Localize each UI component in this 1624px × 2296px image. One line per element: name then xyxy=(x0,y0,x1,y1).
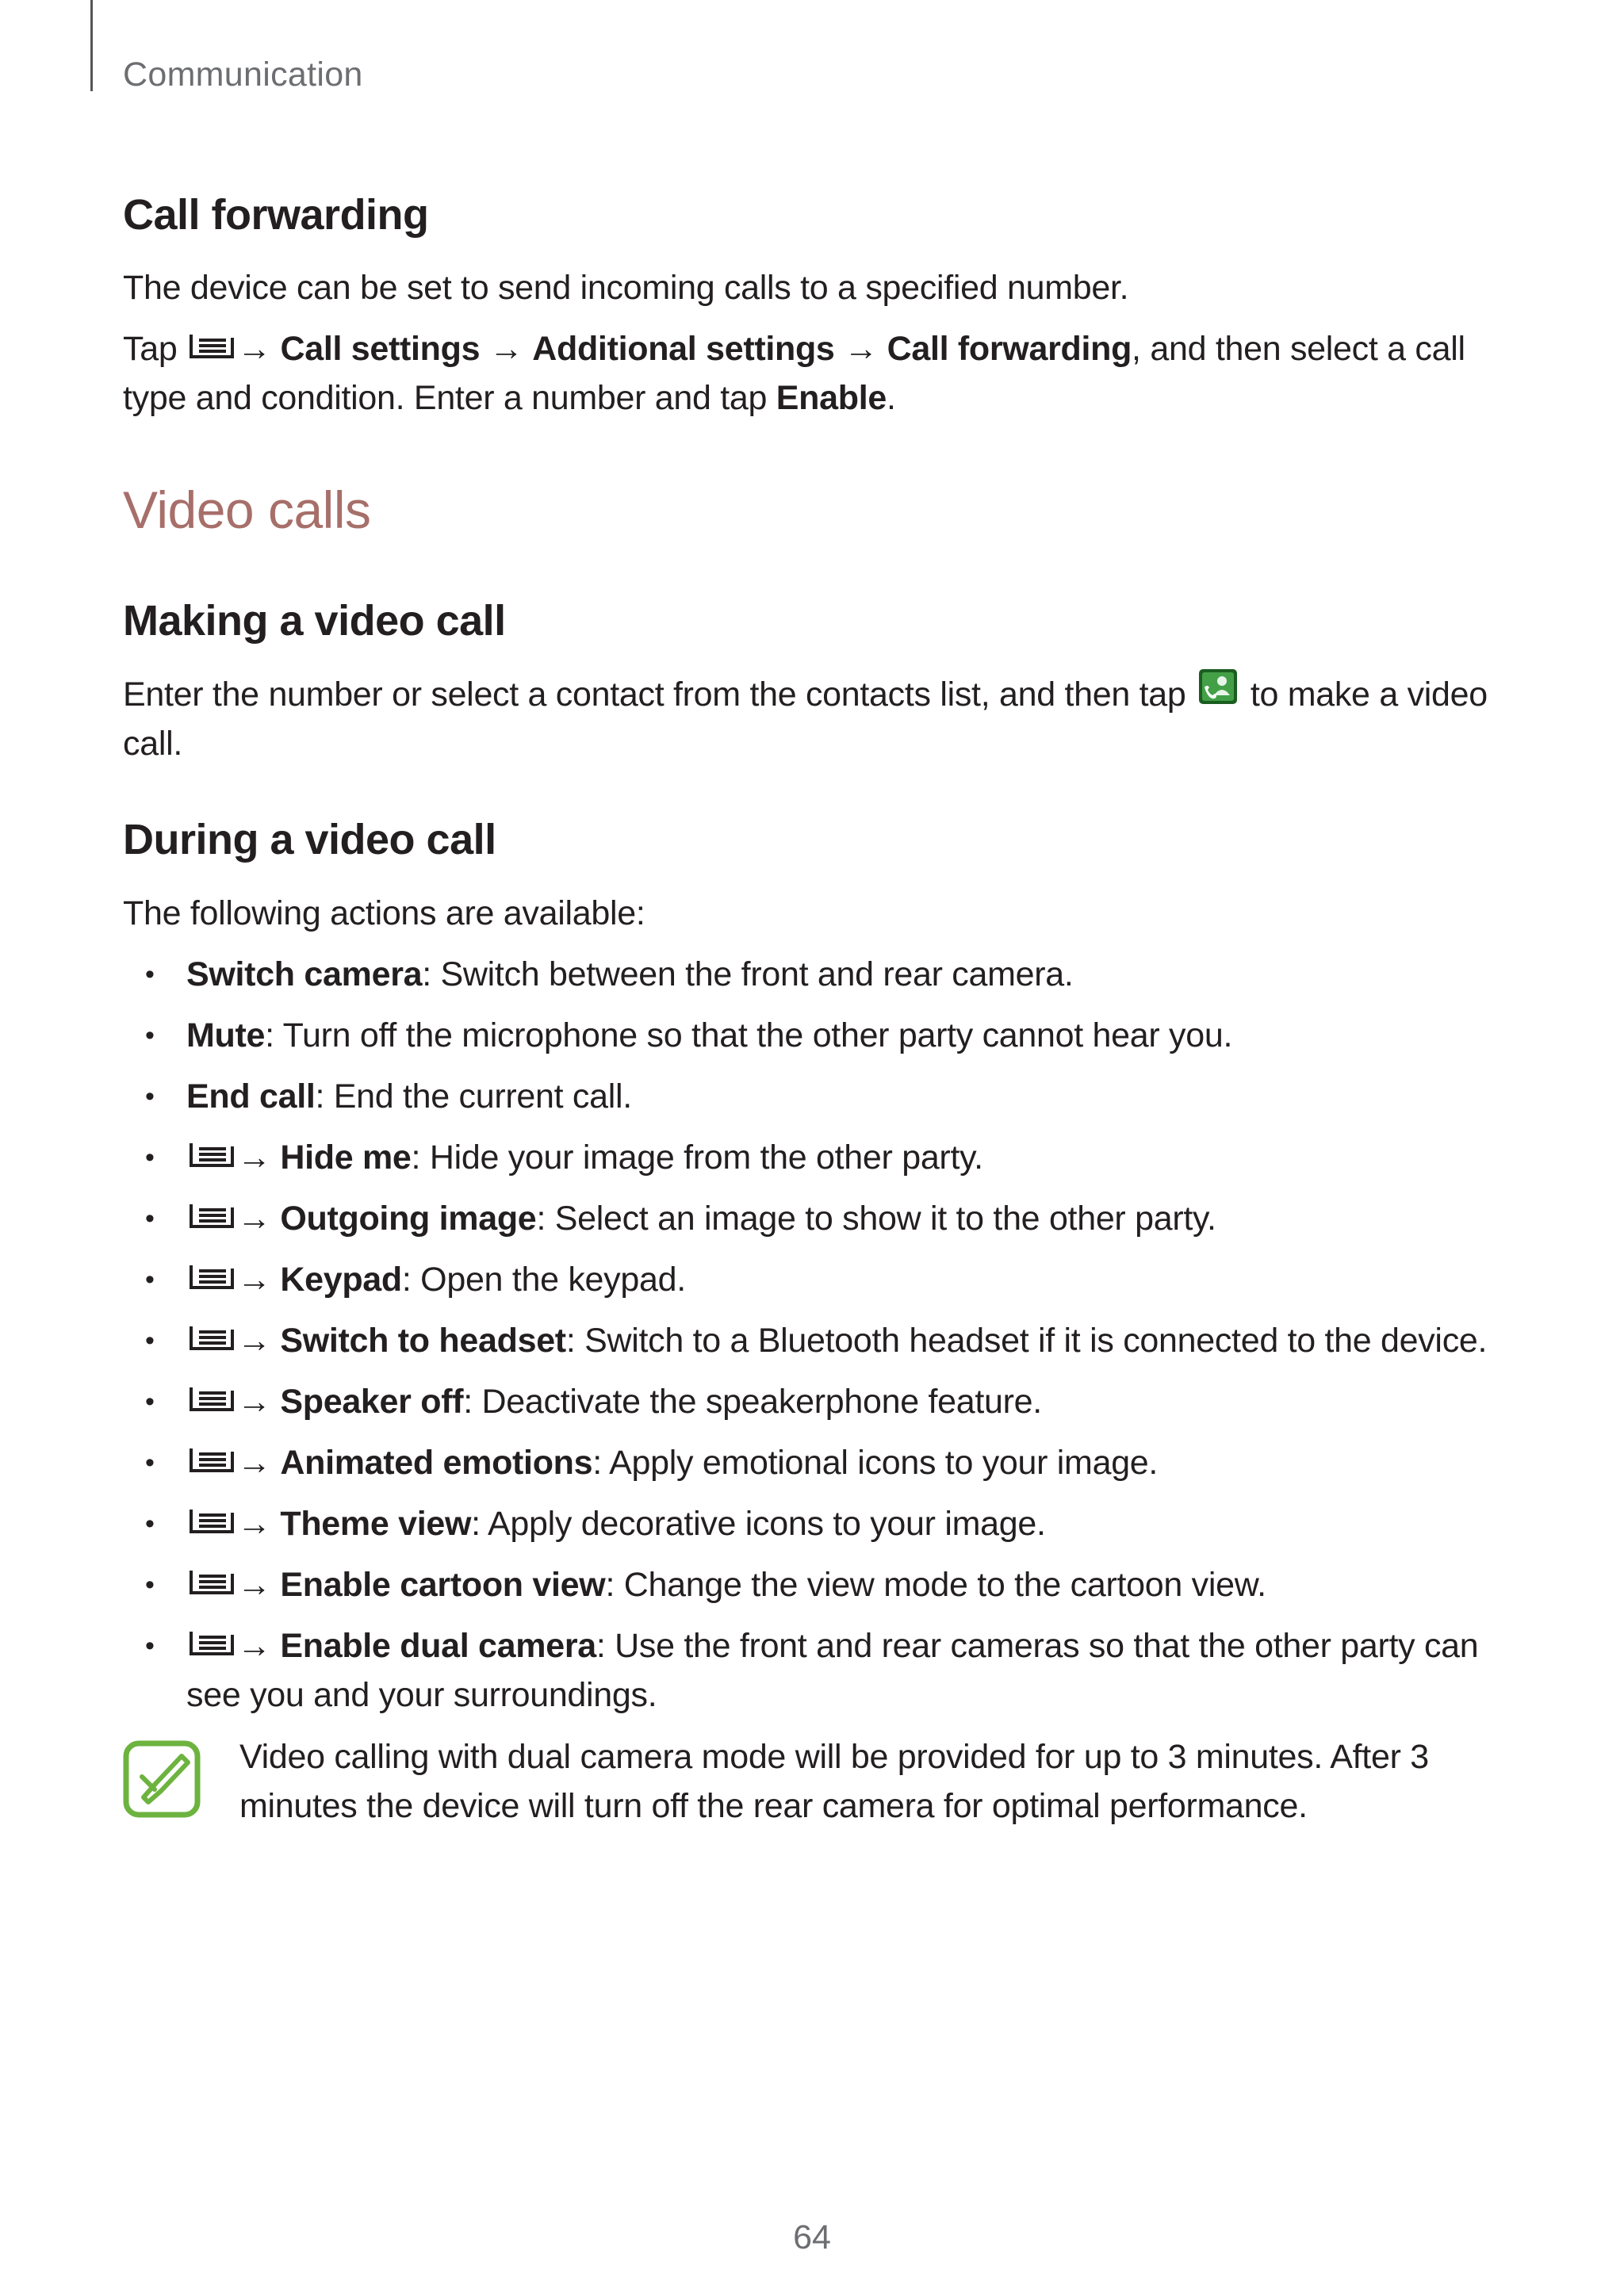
during-video-call-body xyxy=(123,889,1503,1732)
call-forwarding-body xyxy=(123,263,1503,423)
bullet: • xyxy=(145,1326,155,1356)
action-description: : Change the view mode to the cartoon view. xyxy=(605,1566,1266,1604)
action-description: : Open the keypad. xyxy=(401,1261,686,1299)
instruction-tail: , and then select a call type and condition. Enter a number and tap xyxy=(123,330,1465,417)
action-description: : Turn off the microphone so that the other party cannot hear you. xyxy=(265,1016,1233,1054)
making-video-call-section xyxy=(123,596,1503,645)
bullet: • xyxy=(145,1081,155,1112)
action-term: Hide me xyxy=(280,1138,412,1177)
action-item xyxy=(123,1133,1503,1182)
action-term: Animated emotions xyxy=(280,1444,593,1482)
menu-key-icon xyxy=(188,1316,236,1365)
action-description: : Apply decorative icons to your image. xyxy=(471,1505,1046,1543)
arrow: → xyxy=(844,330,878,368)
bullet: • xyxy=(145,1387,155,1417)
action-term: Keypad xyxy=(280,1261,402,1299)
action-item xyxy=(123,1316,1503,1365)
action-description: : Deactivate the speakerphone feature. xyxy=(463,1383,1042,1421)
making-video-call-title: Making a video call xyxy=(123,597,506,645)
making-video-call-text xyxy=(123,670,1503,768)
action-description: : Use the front and rear cameras so that the other party can see you and your surroundings. xyxy=(186,1627,1479,1714)
menu-key-icon xyxy=(188,1438,236,1487)
actions-list xyxy=(123,950,1503,1720)
during-intro: The following actions are available: xyxy=(123,894,645,932)
action-item xyxy=(123,1560,1503,1609)
arrow: → xyxy=(237,1261,271,1299)
menu-key-icon xyxy=(188,1255,236,1304)
action-item xyxy=(123,1255,1503,1304)
bullet: • xyxy=(145,1631,155,1661)
during-video-call-title: During a video call xyxy=(123,816,496,863)
page-edge-line xyxy=(90,0,93,91)
action-description: : Apply emotional icons to your image. xyxy=(592,1444,1159,1482)
making-text-before: Enter the number or select a contact from the contacts list, and then tap xyxy=(123,675,1186,714)
bullet: • xyxy=(145,1203,155,1234)
arrow: → xyxy=(237,1322,271,1360)
action-item xyxy=(123,1011,1503,1060)
arrow: → xyxy=(237,1138,271,1177)
action-item xyxy=(123,950,1503,999)
action-description: : Select an image to show it to the other party. xyxy=(536,1200,1216,1238)
action-description: : Switch between the front and rear camera. xyxy=(422,955,1074,993)
call-forwarding-intro: The device can be set to send incoming calls to a specified number. xyxy=(123,269,1129,307)
step-call-forwarding: Call forwarding xyxy=(887,330,1132,368)
action-item xyxy=(123,1194,1503,1243)
call-forwarding-title: Call forwarding xyxy=(123,191,429,239)
arrow: → xyxy=(237,1383,271,1421)
action-term: Switch camera xyxy=(186,955,423,993)
action-item xyxy=(123,1621,1503,1720)
action-description: : Switch to a Bluetooth headset if it is connected to the device. xyxy=(565,1322,1488,1360)
menu-key-icon xyxy=(188,1133,236,1182)
bullet: • xyxy=(145,1509,155,1539)
video-call-icon xyxy=(1198,668,1238,718)
bullet: • xyxy=(145,1570,155,1600)
page-number: 64 xyxy=(793,2218,831,2256)
call-forwarding-section xyxy=(123,190,1503,239)
action-term: Theme view xyxy=(280,1505,472,1543)
arrow: → xyxy=(488,330,523,368)
menu-key-icon xyxy=(188,1621,236,1670)
arrow: → xyxy=(237,1444,271,1482)
menu-key-icon xyxy=(188,1560,236,1609)
arrow: → xyxy=(237,1566,271,1604)
arrow: → xyxy=(237,330,271,368)
action-term: Enable dual camera xyxy=(280,1627,596,1665)
arrow: → xyxy=(237,1627,271,1665)
menu-key-icon xyxy=(188,1499,236,1548)
video-calls-title: Video calls xyxy=(123,480,371,539)
step-call-settings: Call settings xyxy=(280,330,481,368)
action-term: Enable cartoon view xyxy=(280,1566,606,1604)
bullet: • xyxy=(145,1020,155,1050)
during-video-call-section xyxy=(123,815,1503,864)
note-icon xyxy=(123,1740,201,1818)
video-calls-section xyxy=(123,480,1503,540)
arrow: → xyxy=(237,1505,271,1543)
action-term: Switch to headset xyxy=(280,1322,566,1360)
bullet: • xyxy=(145,1142,155,1173)
bullet: • xyxy=(145,1448,155,1478)
making-video-call-body xyxy=(123,670,1503,768)
section-label: Communication xyxy=(123,55,363,94)
call-forwarding-instructions xyxy=(123,324,1503,423)
menu-key-icon xyxy=(188,1194,236,1243)
arrow: → xyxy=(237,1200,271,1238)
action-description: : Hide your image from the other party. xyxy=(411,1138,983,1177)
action-term: Outgoing image xyxy=(280,1200,537,1238)
action-item xyxy=(123,1438,1503,1487)
action-term: Speaker off xyxy=(280,1383,464,1421)
making-text-after: to make a video call. xyxy=(123,675,1488,763)
enable-term: Enable xyxy=(776,379,887,417)
action-term: End call xyxy=(186,1077,316,1115)
menu-key-icon xyxy=(188,1377,236,1426)
note-text: Video calling with dual camera mode will be provided for up to 3 minutes. After 3 minutes the device will turn off the rear camera for optimal performance. xyxy=(239,1738,1429,1825)
bullet: • xyxy=(145,959,155,989)
bullet: • xyxy=(145,1265,155,1295)
action-item xyxy=(123,1072,1503,1121)
action-item xyxy=(123,1499,1503,1548)
action-description: : End the current call. xyxy=(315,1077,632,1115)
step-additional-settings: Additional settings xyxy=(532,330,835,368)
menu-key-icon xyxy=(188,324,236,373)
action-term: Mute xyxy=(186,1016,266,1054)
period: . xyxy=(886,379,896,417)
action-item xyxy=(123,1377,1503,1426)
tap-word: Tap xyxy=(123,330,178,368)
